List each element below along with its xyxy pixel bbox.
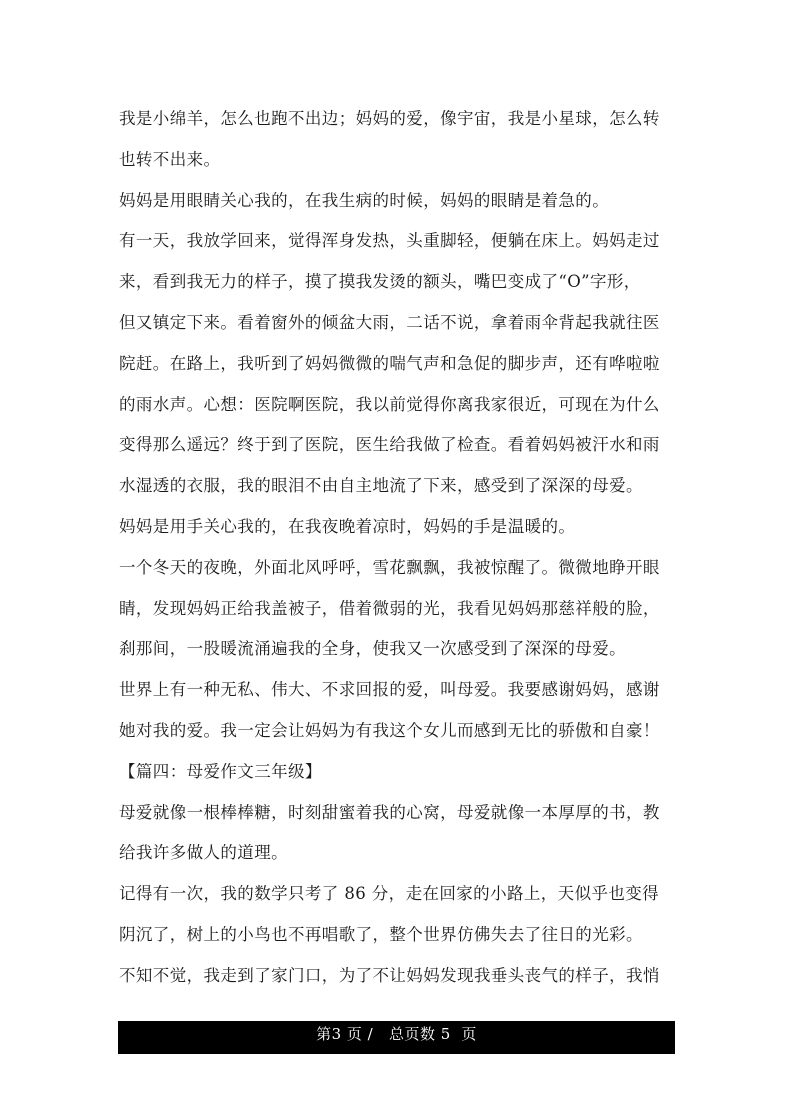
text-line: 记得有一次，我的数学只考了 86 分，走在回家的小路上，天似乎也变得 <box>119 884 660 904</box>
text-line: 妈妈是用手关心我的，在我夜晚着凉时，妈妈的手是温暖的。 <box>119 516 576 536</box>
text-line: 但又镇定下来。看着窗外的倾盆大雨，二话不说，拿着雨伞背起我就往医 <box>119 312 660 332</box>
text-line: 妈妈是用眼睛关心我的，在我生病的时候，妈妈的眼睛是着急的。 <box>119 190 610 210</box>
text-line: 世界上有一种无私、伟大、不求回报的爱，叫母爱。我要感谢妈妈，感谢 <box>119 680 660 700</box>
text-line: 给我许多做人的道理。 <box>119 843 288 863</box>
text-line: 的雨水声。心想：医院啊医院，我以前觉得你离我家很近，可现在为什么 <box>119 394 660 414</box>
text-line: 来，看到我无力的样子，摸了摸我发烫的额头，嘴巴变成了“O”字形， <box>119 272 641 292</box>
text-line: 她对我的爱。我一定会让妈妈为有我这个女儿而感到无比的骄傲和自豪！ <box>119 720 660 740</box>
text-line: 我是小绵羊，怎么也跑不出边；妈妈的爱，像宇宙，我是小星球，怎么转 <box>119 109 660 128</box>
text-line: 母爱就像一根棒棒糖，时刻甜蜜着我的心窝，母爱就像一本厚厚的书，教 <box>119 802 660 822</box>
text-line: 变得那么遥远？终于到了医院，医生给我做了检查。看着妈妈被汗水和雨 <box>119 435 660 455</box>
page-number <box>118 1023 675 1044</box>
text-line: 刹那间，一股暖流涌遍我的全身，使我又一次感受到了深深的母爱。 <box>119 639 626 659</box>
page-number-text: 第3 页 / 总页数 5 页 <box>316 1025 477 1043</box>
document-body <box>119 99 675 997</box>
text-line: 一个冬天的夜晚，外面北风呼呼，雪花飘飘，我被惊醒了。微微地睁开眼 <box>119 557 660 577</box>
section-heading: 【篇四：母爱作文三年级】 <box>119 761 322 781</box>
text-line: 不知不觉，我走到了家门口，为了不让妈妈发现我垂头丧气的样子，我悄 <box>119 965 660 985</box>
page-footer <box>118 1021 675 1054</box>
text-line: 睛，发现妈妈正给我盖被子，借着微弱的光，我看见妈妈那慈祥般的脸， <box>119 598 660 618</box>
text-line: 阴沉了，树上的小鸟也不再唱歌了，整个世界仿佛失去了往日的光彩。 <box>119 924 643 944</box>
text-line: 也转不出来。 <box>119 149 221 169</box>
text-line: 有一天，我放学回来，觉得浑身发热，头重脚轻，便躺在床上。妈妈走过 <box>119 231 660 251</box>
text-line: 院赶。在路上，我听到了妈妈微微的喘气声和急促的脚步声，还有哗啦啦 <box>119 353 660 373</box>
text-line: 水湿透的衣服，我的眼泪不由自主地流了下来，感受到了深深的母爱。 <box>119 476 643 496</box>
